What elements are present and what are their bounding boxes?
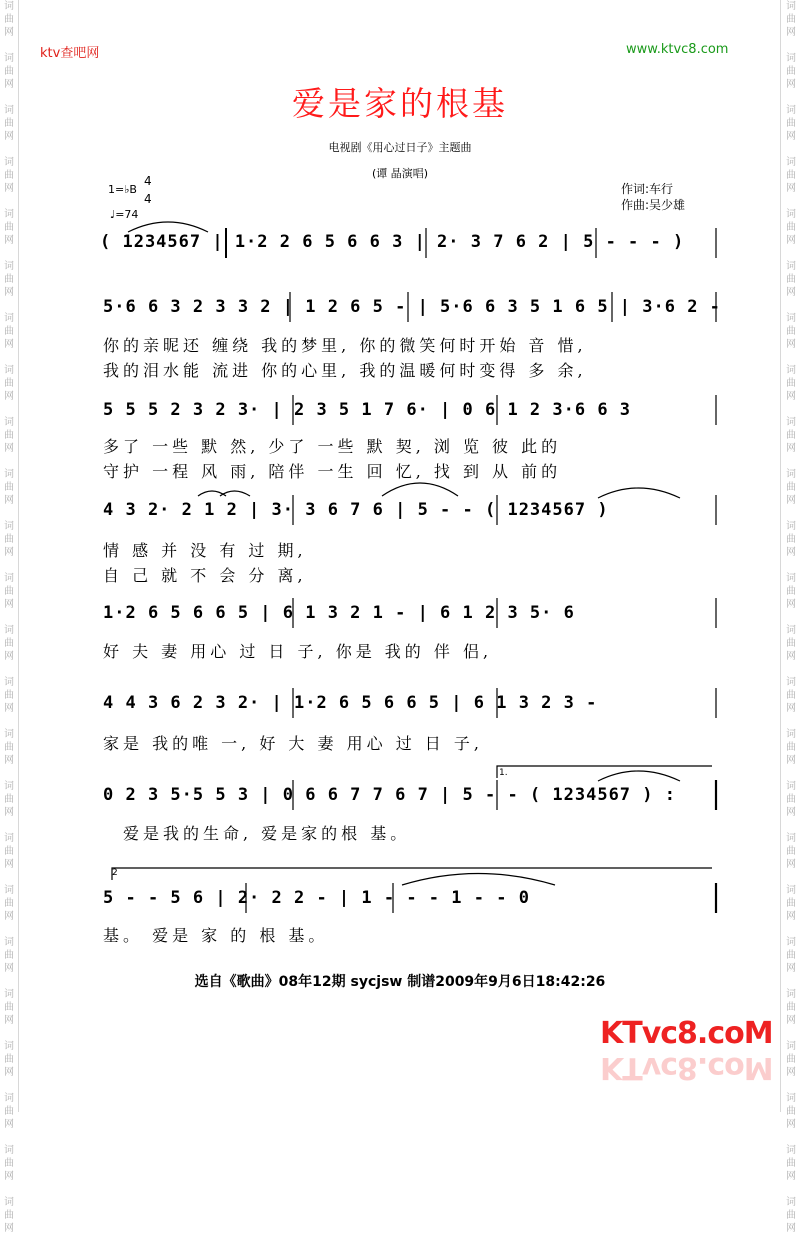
- side-watermark-char: 网: [786, 807, 796, 818]
- side-watermark-gap: [784, 195, 798, 208]
- side-watermark-gap: [2, 195, 16, 208]
- side-watermark-char: 网: [4, 131, 14, 142]
- key-signature: 1=♭B: [108, 183, 137, 196]
- singer-credit: (谭 晶演唱): [371, 167, 429, 180]
- side-watermark-gap: [784, 819, 798, 832]
- ktvc8-logo-reflection: KTvc8.coM: [600, 1050, 773, 1085]
- lyric-row-8: 基。 爱是 家 的 根 基。: [103, 926, 329, 945]
- notation-row-5: 1·2 6 5 6 6 5 | 6 1 3 2 1 - | 6 1 2 3 5· 6: [103, 603, 575, 623]
- side-watermark-char: 词: [4, 885, 14, 896]
- side-watermark-char: 网: [786, 703, 796, 714]
- side-watermark-char: 词: [4, 417, 14, 428]
- side-watermark-char: 词: [786, 157, 796, 168]
- side-watermark-char: 曲: [786, 1106, 796, 1117]
- second-ending-label: 2: [112, 868, 118, 878]
- side-watermark-char: 网: [786, 963, 796, 974]
- side-watermark-char: 网: [786, 235, 796, 246]
- side-watermark-char: 网: [786, 1015, 796, 1026]
- side-watermark-char: 网: [786, 495, 796, 506]
- side-watermark-char: 词: [786, 261, 796, 272]
- side-watermark-char: 网: [4, 1119, 14, 1130]
- side-watermark-char: 网: [786, 651, 796, 662]
- side-watermark-gap: [784, 715, 798, 728]
- side-watermark-char: 曲: [786, 534, 796, 545]
- side-watermark-gap: [2, 1235, 16, 1248]
- side-watermark-gap: [2, 299, 16, 312]
- lyric-row-4-verse-1: 情 感 并 没 有 过 期,: [103, 541, 307, 560]
- side-watermark-gap: [784, 1027, 798, 1040]
- side-watermark-char: 曲: [786, 170, 796, 181]
- side-watermark-char: 曲: [4, 898, 14, 909]
- side-watermark-char: 词: [4, 729, 14, 740]
- side-watermark-char: 曲: [786, 586, 796, 597]
- side-watermark-char: 曲: [786, 430, 796, 441]
- side-watermark-char: 网: [786, 443, 796, 454]
- side-watermark-char: 词: [4, 313, 14, 324]
- side-watermark-char: 词: [4, 677, 14, 688]
- side-watermark-char: 曲: [4, 1158, 14, 1169]
- side-watermark-char: 曲: [786, 638, 796, 649]
- side-watermark-char: 词: [786, 105, 796, 116]
- side-watermark-char: 曲: [786, 950, 796, 961]
- side-watermark-char: 词: [786, 573, 796, 584]
- lyric-row-7: 爱是我的生命, 爱是家的根 基。: [123, 824, 411, 843]
- side-watermark-char: 曲: [786, 66, 796, 77]
- side-watermark-char: 曲: [786, 14, 796, 25]
- side-watermark-gap: [784, 1183, 798, 1196]
- side-watermark-char: 曲: [786, 326, 796, 337]
- side-watermark-char: 词: [4, 833, 14, 844]
- tempo-marking: ♩=74: [110, 208, 139, 221]
- side-watermark-char: 网: [786, 1119, 796, 1130]
- side-watermark-char: 曲: [4, 534, 14, 545]
- side-watermark-char: 网: [786, 183, 796, 194]
- side-watermark-gap: [2, 351, 16, 364]
- time-signature-bottom: 4: [144, 192, 152, 206]
- side-watermark-char: 曲: [4, 742, 14, 753]
- side-watermark-char: 词: [786, 1093, 796, 1104]
- side-watermark-char: 词: [786, 53, 796, 64]
- side-watermark-char: 词: [4, 1197, 14, 1208]
- lyric-row-5: 好 夫 妻 用心 过 日 子, 你是 我的 伴 侣,: [103, 642, 493, 661]
- side-watermark-char: 网: [4, 287, 14, 298]
- side-watermark-gap: [784, 507, 798, 520]
- side-watermark-gap: [784, 1079, 798, 1092]
- side-watermark-char: 网: [4, 495, 14, 506]
- left-side-watermark: [2, 0, 16, 1248]
- lyric-row-6: 家是 我的唯 一, 好 大 妻 用心 过 日 子,: [103, 734, 483, 753]
- side-watermark-char: 网: [4, 911, 14, 922]
- side-watermark-gap: [2, 819, 16, 832]
- side-watermark-gap: [2, 611, 16, 624]
- side-watermark-char: 网: [4, 755, 14, 766]
- side-watermark-char: 曲: [4, 118, 14, 129]
- side-watermark-gap: [2, 715, 16, 728]
- notation-row-8: 5 - - 5 6 | 2· 2 2 - | 1 - - - 1 - - 0: [103, 888, 530, 908]
- lyric-row-2-verse-2: 我的泪水能 流进 你的心里, 我的温暖何时变得 多 余,: [103, 361, 587, 380]
- side-watermark-char: 词: [4, 1093, 14, 1104]
- side-watermark-char: 词: [4, 625, 14, 636]
- side-watermark-char: 曲: [786, 1054, 796, 1065]
- side-watermark-char: 词: [786, 1, 796, 12]
- side-watermark-gap: [2, 39, 16, 52]
- notation-row-3: 5 5 5 2 3 2 3· | 2 3 5 1 7 6· | 0 6 1 2 3·6 6 3: [103, 400, 632, 420]
- side-watermark-char: 曲: [4, 586, 14, 597]
- side-watermark-gap: [784, 403, 798, 416]
- side-watermark-char: 词: [786, 469, 796, 480]
- side-watermark-char: 词: [786, 729, 796, 740]
- side-watermark-char: 词: [4, 469, 14, 480]
- notation-row-4: 4 3 2· 2 1 2 | 3· 3 6 7 6 | 5 - - ( 1234567 ): [103, 500, 609, 520]
- side-watermark-gap: [2, 1079, 16, 1092]
- first-ending-label: 1.: [499, 768, 508, 778]
- side-watermark-char: 曲: [786, 378, 796, 389]
- side-watermark-char: 曲: [4, 482, 14, 493]
- side-watermark-char: 曲: [786, 794, 796, 805]
- side-watermark-char: 曲: [786, 222, 796, 233]
- side-watermark-char: 网: [786, 27, 796, 38]
- side-watermark-char: 网: [4, 443, 14, 454]
- side-watermark-char: 词: [786, 625, 796, 636]
- side-watermark-char: 词: [786, 1041, 796, 1052]
- side-watermark-char: 网: [4, 547, 14, 558]
- notation-row-7: 0 2 3 5·5 5 3 | 0 6 6 7 7 6 7 | 5 - - ( 1234567 ) :: [103, 785, 676, 805]
- side-watermark-gap: [784, 663, 798, 676]
- side-watermark-char: 网: [4, 859, 14, 870]
- side-watermark-char: 词: [4, 573, 14, 584]
- side-watermark-char: 词: [4, 937, 14, 948]
- side-watermark-char: 曲: [4, 170, 14, 181]
- side-watermark-char: 词: [786, 937, 796, 948]
- site-name-link[interactable]: ktv查吧网: [40, 46, 100, 61]
- notation-row-2: 5·6 6 3 2 3 3 2 | 1 2 6 5 - | 5·6 6 3 5 1 6 5 | 3·6 2 -: [103, 297, 721, 317]
- side-watermark-char: 曲: [4, 430, 14, 441]
- side-watermark-char: 网: [786, 1171, 796, 1182]
- side-watermark-gap: [784, 1235, 798, 1248]
- side-watermark-char: 词: [4, 1041, 14, 1052]
- side-watermark-char: 词: [4, 989, 14, 1000]
- side-watermark-char: 曲: [786, 118, 796, 129]
- time-signature-top: 4: [144, 174, 152, 188]
- side-watermark-char: 词: [4, 209, 14, 220]
- side-watermark-char: 曲: [4, 378, 14, 389]
- side-watermark-char: 网: [786, 131, 796, 142]
- side-watermark-char: 曲: [786, 1210, 796, 1221]
- side-watermark-char: 词: [4, 365, 14, 376]
- side-watermark-gap: [2, 923, 16, 936]
- song-subtitle: 电视剧《用心过日子》主题曲: [328, 141, 472, 154]
- side-watermark-char: 网: [786, 391, 796, 402]
- side-watermark-char: 曲: [4, 14, 14, 25]
- side-watermark-gap: [784, 299, 798, 312]
- side-watermark-gap: [2, 403, 16, 416]
- side-watermark-char: 网: [4, 235, 14, 246]
- side-watermark-char: 曲: [4, 1054, 14, 1065]
- side-watermark-char: 曲: [4, 846, 14, 857]
- side-watermark-gap: [784, 39, 798, 52]
- notation-row-1: ( 1234567 | 1·2 2 6 5 6 6 3 | 2· 3 7 6 2 | 5 - - - ): [100, 232, 685, 252]
- side-watermark-char: 词: [4, 105, 14, 116]
- side-watermark-char: 网: [786, 547, 796, 558]
- side-watermark-char: 词: [786, 521, 796, 532]
- side-watermark-char: 网: [786, 755, 796, 766]
- side-watermark-char: 词: [786, 209, 796, 220]
- notation-row-6: 4 4 3 6 2 3 2· | 1·2 6 5 6 6 5 | 6 1 3 2 3 -: [103, 693, 598, 713]
- side-watermark-char: 曲: [786, 1002, 796, 1013]
- lyric-row-2-verse-1: 你的亲昵还 缠绕 我的梦里, 你的微笑何时开始 音 惜,: [103, 336, 587, 355]
- song-title: 爱是家的根基: [292, 84, 508, 123]
- side-watermark-char: 曲: [4, 690, 14, 701]
- side-watermark-char: 词: [4, 157, 14, 168]
- side-watermark-char: 曲: [4, 1106, 14, 1117]
- side-watermark-char: 曲: [786, 482, 796, 493]
- site-url-link[interactable]: www.ktvc8.com: [626, 42, 729, 57]
- side-watermark-char: 词: [786, 365, 796, 376]
- source-footer: 选自《歌曲》08年12期 sycjsw 制谱2009年9月6日18:42:26: [194, 974, 606, 990]
- side-watermark-char: 词: [786, 417, 796, 428]
- side-watermark-char: 网: [4, 391, 14, 402]
- lyric-row-3-verse-1: 多了 一些 默 然, 少了 一些 默 契, 浏 览 彼 此的: [103, 437, 562, 456]
- side-watermark-char: 网: [4, 807, 14, 818]
- side-watermark-char: 网: [4, 1015, 14, 1026]
- side-watermark-char: 词: [786, 677, 796, 688]
- side-watermark-char: 词: [786, 885, 796, 896]
- side-watermark-char: 网: [4, 339, 14, 350]
- side-watermark-char: 曲: [786, 742, 796, 753]
- side-watermark-char: 词: [786, 1145, 796, 1156]
- side-watermark-char: 曲: [4, 222, 14, 233]
- side-watermark-char: 词: [786, 313, 796, 324]
- side-watermark-char: 曲: [4, 274, 14, 285]
- side-watermark-gap: [784, 455, 798, 468]
- side-watermark-char: 词: [786, 989, 796, 1000]
- side-watermark-char: 曲: [786, 846, 796, 857]
- side-watermark-char: 词: [4, 53, 14, 64]
- side-watermark-char: 网: [4, 963, 14, 974]
- side-watermark-char: 网: [4, 79, 14, 90]
- side-watermark-char: 词: [786, 781, 796, 792]
- side-watermark-char: 词: [4, 1, 14, 12]
- composer-credit: 作曲:吴少雄: [621, 198, 686, 212]
- side-watermark-gap: [784, 923, 798, 936]
- side-watermark-char: 网: [786, 599, 796, 610]
- side-watermark-char: 词: [786, 833, 796, 844]
- side-watermark-char: 网: [786, 859, 796, 870]
- side-watermark-char: 词: [4, 1145, 14, 1156]
- side-watermark-char: 网: [4, 183, 14, 194]
- side-watermark-gap: [2, 1027, 16, 1040]
- lyric-row-3-verse-2: 守护 一程 风 雨, 陪伴 一生 回 忆, 找 到 从 前的: [103, 462, 562, 481]
- side-watermark-char: 曲: [4, 1002, 14, 1013]
- side-watermark-char: 曲: [4, 794, 14, 805]
- right-side-watermark: [784, 0, 798, 1248]
- lyric-row-4-verse-2: 自 己 就 不 会 分 离,: [103, 566, 307, 585]
- side-watermark-gap: [784, 351, 798, 364]
- side-watermark-char: 网: [4, 599, 14, 610]
- side-watermark-gap: [2, 663, 16, 676]
- side-watermark-char: 词: [4, 781, 14, 792]
- side-watermark-gap: [784, 767, 798, 780]
- side-watermark-gap: [784, 1131, 798, 1144]
- side-watermark-char: 网: [786, 79, 796, 90]
- side-watermark-char: 词: [786, 1197, 796, 1208]
- side-watermark-char: 词: [4, 261, 14, 272]
- side-watermark-char: 曲: [4, 950, 14, 961]
- side-watermark-char: 词: [4, 521, 14, 532]
- side-watermark-char: 曲: [4, 66, 14, 77]
- side-watermark-gap: [2, 559, 16, 572]
- side-watermark-gap: [784, 247, 798, 260]
- side-watermark-char: 曲: [786, 898, 796, 909]
- side-watermark-char: 网: [786, 911, 796, 922]
- side-watermark-char: 曲: [786, 274, 796, 285]
- side-watermark-char: 网: [786, 287, 796, 298]
- side-watermark-char: 曲: [786, 690, 796, 701]
- side-watermark-gap: [2, 1131, 16, 1144]
- side-watermark-gap: [2, 247, 16, 260]
- side-watermark-char: 网: [4, 27, 14, 38]
- side-watermark-char: 曲: [786, 1158, 796, 1169]
- side-watermark-char: 曲: [4, 326, 14, 337]
- side-watermark-gap: [2, 767, 16, 780]
- side-watermark-char: 网: [4, 703, 14, 714]
- lyricist-credit: 作词:车行: [621, 182, 674, 196]
- side-watermark-char: 曲: [4, 638, 14, 649]
- side-watermark-gap: [2, 455, 16, 468]
- side-watermark-char: 网: [786, 1067, 796, 1078]
- side-watermark-char: 网: [786, 1223, 796, 1234]
- side-watermark-gap: [784, 871, 798, 884]
- side-watermark-gap: [784, 559, 798, 572]
- side-watermark-gap: [2, 1183, 16, 1196]
- side-watermark-char: 曲: [4, 1210, 14, 1221]
- side-watermark-char: 网: [4, 1223, 14, 1234]
- side-watermark-gap: [2, 507, 16, 520]
- side-watermark-gap: [784, 611, 798, 624]
- side-watermark-char: 网: [4, 1067, 14, 1078]
- side-watermark-char: 网: [4, 651, 14, 662]
- ktvc8-logo[interactable]: KTvc8.coM: [600, 1016, 773, 1051]
- side-watermark-char: 网: [4, 1171, 14, 1182]
- side-watermark-gap: [2, 871, 16, 884]
- side-watermark-char: 网: [786, 339, 796, 350]
